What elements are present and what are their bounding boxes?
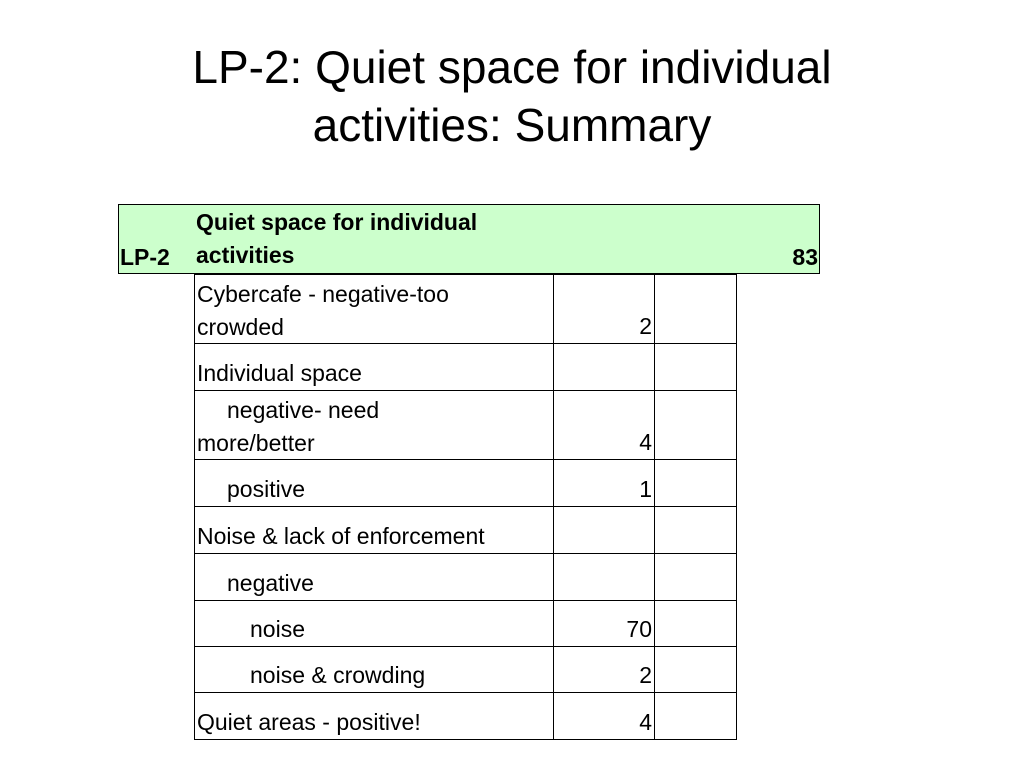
row-count-text: 2 [639, 662, 652, 688]
row-count-text: 1 [639, 476, 652, 502]
table-row-count [553, 343, 655, 391]
row-label-line2: more/better [197, 430, 315, 456]
table-row-count [553, 646, 655, 693]
row-count-text: 4 [639, 429, 652, 455]
table-row-label [194, 506, 554, 554]
table-row-extra [654, 553, 737, 601]
slide-title-line1: LP-2: Quiet space for individual [192, 41, 832, 93]
table-row-extra [654, 506, 737, 554]
table-row-extra [654, 274, 737, 344]
table-row-count [553, 274, 655, 344]
row-label-text: positive [227, 476, 305, 502]
table-row-extra [654, 390, 737, 460]
table-row-extra [654, 692, 737, 740]
table-row-count [553, 459, 655, 507]
slide-title-line2: activities: Summary [312, 99, 712, 151]
header-label-line1: Quiet space for individual [196, 209, 478, 235]
table-row-extra [654, 600, 737, 647]
row-label-text: Quiet areas - positive! [197, 709, 421, 735]
table-row-label [194, 274, 554, 344]
row-label-line1: negative- need [227, 397, 380, 423]
table-row-label [194, 553, 554, 601]
table-row-count [553, 553, 655, 601]
row-label-text: noise & crowding [250, 662, 426, 688]
table-row-extra [654, 646, 737, 693]
table-row-label [194, 646, 554, 693]
table-row-count [553, 506, 655, 554]
row-label-text: Individual space [197, 360, 362, 386]
table-row-extra [654, 343, 737, 391]
header-label [194, 206, 594, 274]
header-total-text: 83 [792, 244, 818, 270]
header-code-text: LP-2 [120, 244, 170, 270]
row-label-line1: Cybercafe - negative-too [197, 281, 449, 307]
table-row-count [553, 390, 655, 460]
row-label-text: negative [227, 570, 314, 596]
header-label-line2: activities [196, 242, 295, 268]
row-label-line2: crowded [197, 314, 284, 340]
table-row-label [194, 692, 554, 740]
table-row-label [194, 390, 554, 460]
header-code [118, 204, 194, 274]
row-count-text: 2 [639, 313, 652, 339]
table-row-count [553, 600, 655, 647]
header-total [700, 204, 820, 274]
table-row-count [553, 692, 655, 740]
row-count-text: 70 [626, 616, 652, 642]
table-row-extra [654, 459, 737, 507]
row-label-text: Noise & lack of enforcement [197, 523, 485, 549]
row-label-text: noise [250, 616, 305, 642]
table-row-label [194, 459, 554, 507]
table-row-label [194, 343, 554, 391]
row-count-text: 4 [639, 709, 652, 735]
table-row-label [194, 600, 554, 647]
